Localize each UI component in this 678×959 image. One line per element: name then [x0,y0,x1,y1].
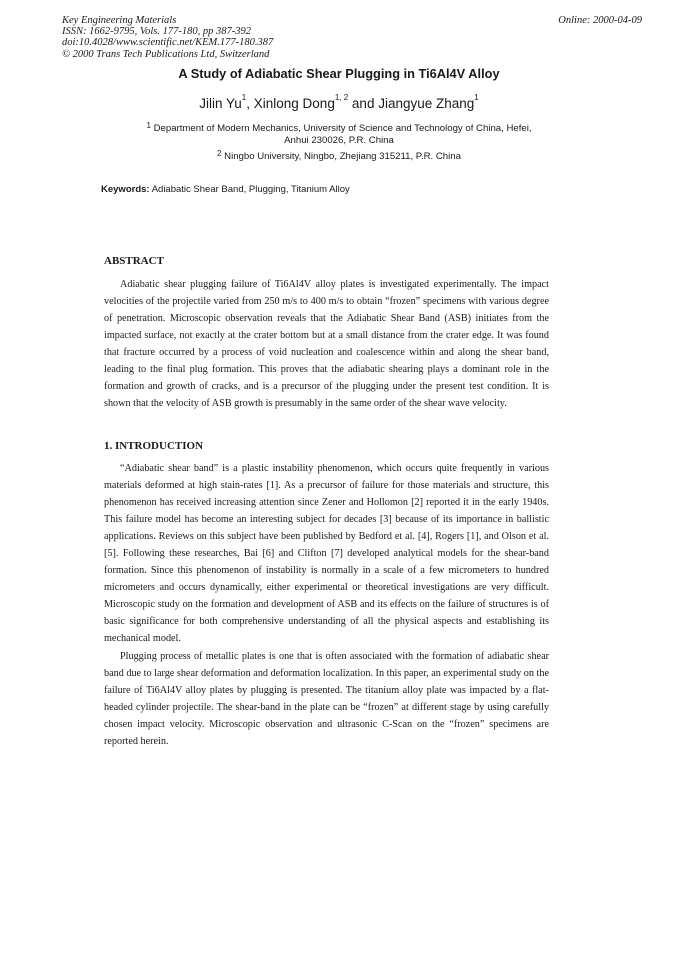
author-name: Xinlong Dong [253,96,335,111]
keywords-text: Adiabatic Shear Band, Plugging, Titanium Alloy [151,184,350,195]
journal-name: Key Engineering Materials [62,15,177,26]
introduction-paragraph: Plugging process of metallic plates is one that is often associated with the formation of adiabatic shear band due to large shear deformation and deformation localization. In this paper, an experimental study on the failure of Ti6Al4V alloy plates by plugging is presented. The titanium alloy plate was impacted by a flat-headed cylinder projectile. The shear-band in the plate can be “frozen” at different stage by using carefully chosen impact velocity. Microscopic observation and ultrasonic C-Scan on the “frozen” specimens are reported herein. [104,650,549,747]
abstract-body [104,276,549,412]
introduction-heading: 1. INTRODUCTION [104,440,204,452]
introduction-paragraph: “Adiabatic shear band” is a plastic instability phenomenon, which occurs quite frequently in various materials deformed at high stain-rates [1]. As a precursor of failure for those materials and structure, this phenomenon has received increasing attention since Zener and Hollomon [2] reported it in the early 1940s. This failure model has become an interesting subject for decades [3] because of its importance in ballistic applications. Reviews on this subject have been published by Bedford et al. [4], Rogers [1], and Olson et al. [5]. Following these researches, Bai [6] and Clifton [7] developed analytical models for the shear-band formation. Since this phenomenon of instability is normally in a scale of a few micrometers to hundred micrometers and occurs dynamically, either experimental or theoretical investigations are very difficult. Microscopic study on the formation and development of ASB and its effects on the failure of structures is of basic significance for both comprehensive understanding of all the physical aspects and establishing its mechanical model. [104,463,549,645]
introduction-body [104,460,549,750]
affiliation-text: Department of Modern Mechanics, University of Science and Technology of China, Hefei, [153,123,532,134]
affiliation-text-cont: Anhui 230026, P.R. China [284,135,394,146]
affiliation-mark: 1 [146,121,151,130]
author-affil-mark: 1 [241,93,247,102]
author-separator: and [348,96,379,111]
abstract-paragraph: Adiabatic shear plugging failure of Ti6Al4V alloy plates is investigated experimentally. The impact velocities of the projectile varied from 250 m/s to 400 m/s to obtain “frozen” specimens with various degree of penetration. Microscopic observation reveals that the Adiabatic Shear Band (ASB) initiates from the impacted surface, not exactly at the crater bottom but at a small distance from the crater edge. It was found that fracture occurred by a process of void nucleation and coalescence within and along the shear band, leading to the final plug formation. This proves that the adiabatic shearing plays a dominant role in the formation and growth of cracks, and is a precursor of the plugging under the present test condition. It is shown that the velocity of ASB growth is presumably in the same order of the shear wave velocity. [104,279,549,410]
keywords [101,184,350,195]
author-name: Jilin Yu [199,96,242,111]
author-name: Jiangyue Zhang [378,96,475,111]
keywords-label: Keywords: [101,184,150,195]
affiliation-2 [0,151,678,163]
issn-line: ISSN: 1662-9795, Vols. 177-180, pp 387-392 [62,26,251,38]
author-separator: , [246,96,254,111]
journal-header [62,15,273,60]
doi-line: doi:10.4028/www.scientific.net/KEM.177-180.387 [62,37,274,49]
copyright-line: © 2000 Trans Tech Publications Ltd, Switzerland [62,48,270,60]
affiliation-1 [0,123,678,147]
author-list [0,93,678,111]
affiliation-mark: 2 [217,149,222,158]
affiliation-text: Ningbo University, Ningbo, Zhejiang 315211, P.R. China [224,151,461,162]
author-affil-mark: 1 [474,93,479,102]
online-date: Online: 2000-04-09 [558,15,642,26]
paper-title: A Study of Adiabatic Shear Plugging in Ti6Al4V Alloy [178,66,500,81]
author-affil-mark: 1, 2 [334,93,349,102]
abstract-heading: ABSTRACT [104,255,164,267]
